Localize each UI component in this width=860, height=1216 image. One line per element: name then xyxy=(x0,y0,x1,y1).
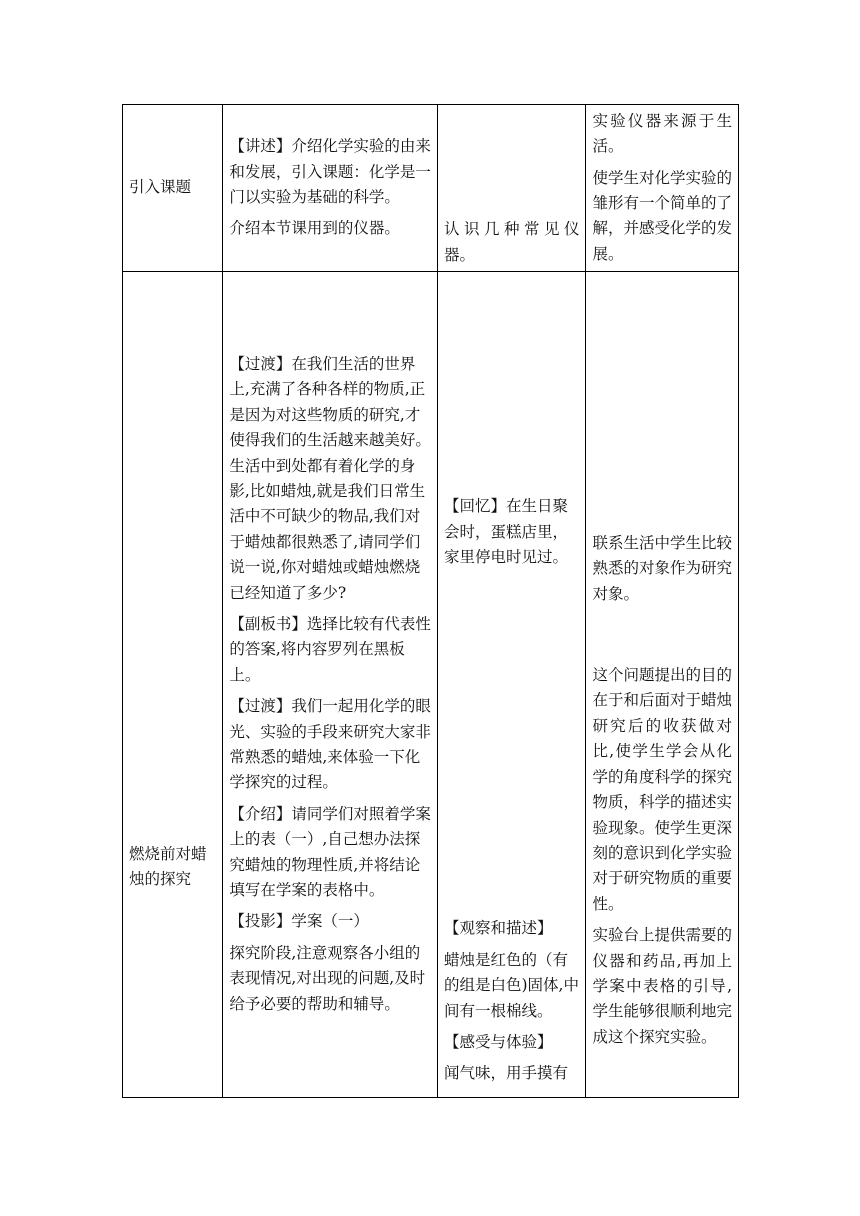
lesson-plan-table xyxy=(122,104,739,1098)
teacher-activity-cell xyxy=(223,105,438,272)
stage-cell xyxy=(123,272,223,1098)
paragraph: 【副板书】选择比较有代表性的答案,将内容罗列在黑板上。 xyxy=(229,614,431,684)
paragraph: 【感受与体验】 xyxy=(444,1033,553,1052)
paragraph: 使学生对化学实验的雏形有一个简单的了解，并感受化学的发展。 xyxy=(592,168,732,263)
paragraph: 介绍本节课用到的仪器。 xyxy=(229,219,400,238)
paragraph: 蜡烛是红色的（有的组是白色)固体,中间有一根棉线。 xyxy=(444,950,579,1020)
design-intent-cell xyxy=(586,105,739,272)
stage-label: 引入课题 xyxy=(129,178,192,197)
paragraph: 【过渡】在我们生活的世界上,充满了各种各样的物质,正是因为对这些物质的研究,才使得我们的生活越来越美好。生活中到处都有着化学的身影,比如蜡烛,就是我们日常生活中不可缺少的物品,我们对于蜡烛都很熟悉了,请同学们说一说,你对蜡烛或蜡烛燃烧已经知道了多少? xyxy=(229,354,431,602)
paragraph: 探究阶段,注意观察各小组的表现情况,对出现的问题,及时给予必要的帮助和辅导。 xyxy=(229,943,426,1013)
paragraph: 实验台上提供需要的仪器和药品,再加上学案中表格的引导,学生能够很顺利地完成这个探究实验。 xyxy=(592,926,732,1046)
paragraph: 【介绍】请同学们对照着学案上的表（一）,自己想办法探究蜡烛的物理性质,并将结论填写在学案的表格中。 xyxy=(229,804,431,900)
paragraph: 联系生活中学生比较熟悉的对象作为研究对象。 xyxy=(592,533,732,603)
paragraph: 认识几种常见仪器。 xyxy=(444,220,580,264)
table-row xyxy=(123,105,739,272)
teacher-activity-cell xyxy=(223,272,438,1098)
paragraph: 【回忆】在生日聚会时，蛋糕店里，家里停电时见过。 xyxy=(444,497,569,566)
student-activity-cell xyxy=(438,105,586,272)
paragraph: 实验仪器来源于生活。 xyxy=(592,111,732,156)
paragraph: 【投影】学案（一） xyxy=(229,912,369,931)
paragraph: 【观察和描述】 xyxy=(444,919,553,938)
paragraph: 【过渡】我们一起用化学的眼光、实验的手段来研究大家非常熟悉的蜡烛,来体验一下化学探究的过程。 xyxy=(229,697,431,792)
paragraph: 闻气味，用手摸有 xyxy=(444,1064,569,1083)
stage-label: 燃烧前对蜡烛的探究 xyxy=(129,845,207,889)
paragraph: 这个问题提出的目的在于和后面对于蜡烛研究后的收获做对比,使学生学会从化学的角度科学的探究物质，科学的描述实验现象。使学生更深刻的意识到化学实验对于研究物质的重要性。 xyxy=(592,666,732,913)
design-intent-cell xyxy=(586,272,739,1098)
paragraph: 【讲述】介绍化学实验的由来和发展，引入课题：化学是一门以实验为基础的科学。 xyxy=(229,137,431,206)
table-row xyxy=(123,272,739,1098)
stage-cell xyxy=(123,105,223,272)
student-activity-cell xyxy=(438,272,586,1098)
